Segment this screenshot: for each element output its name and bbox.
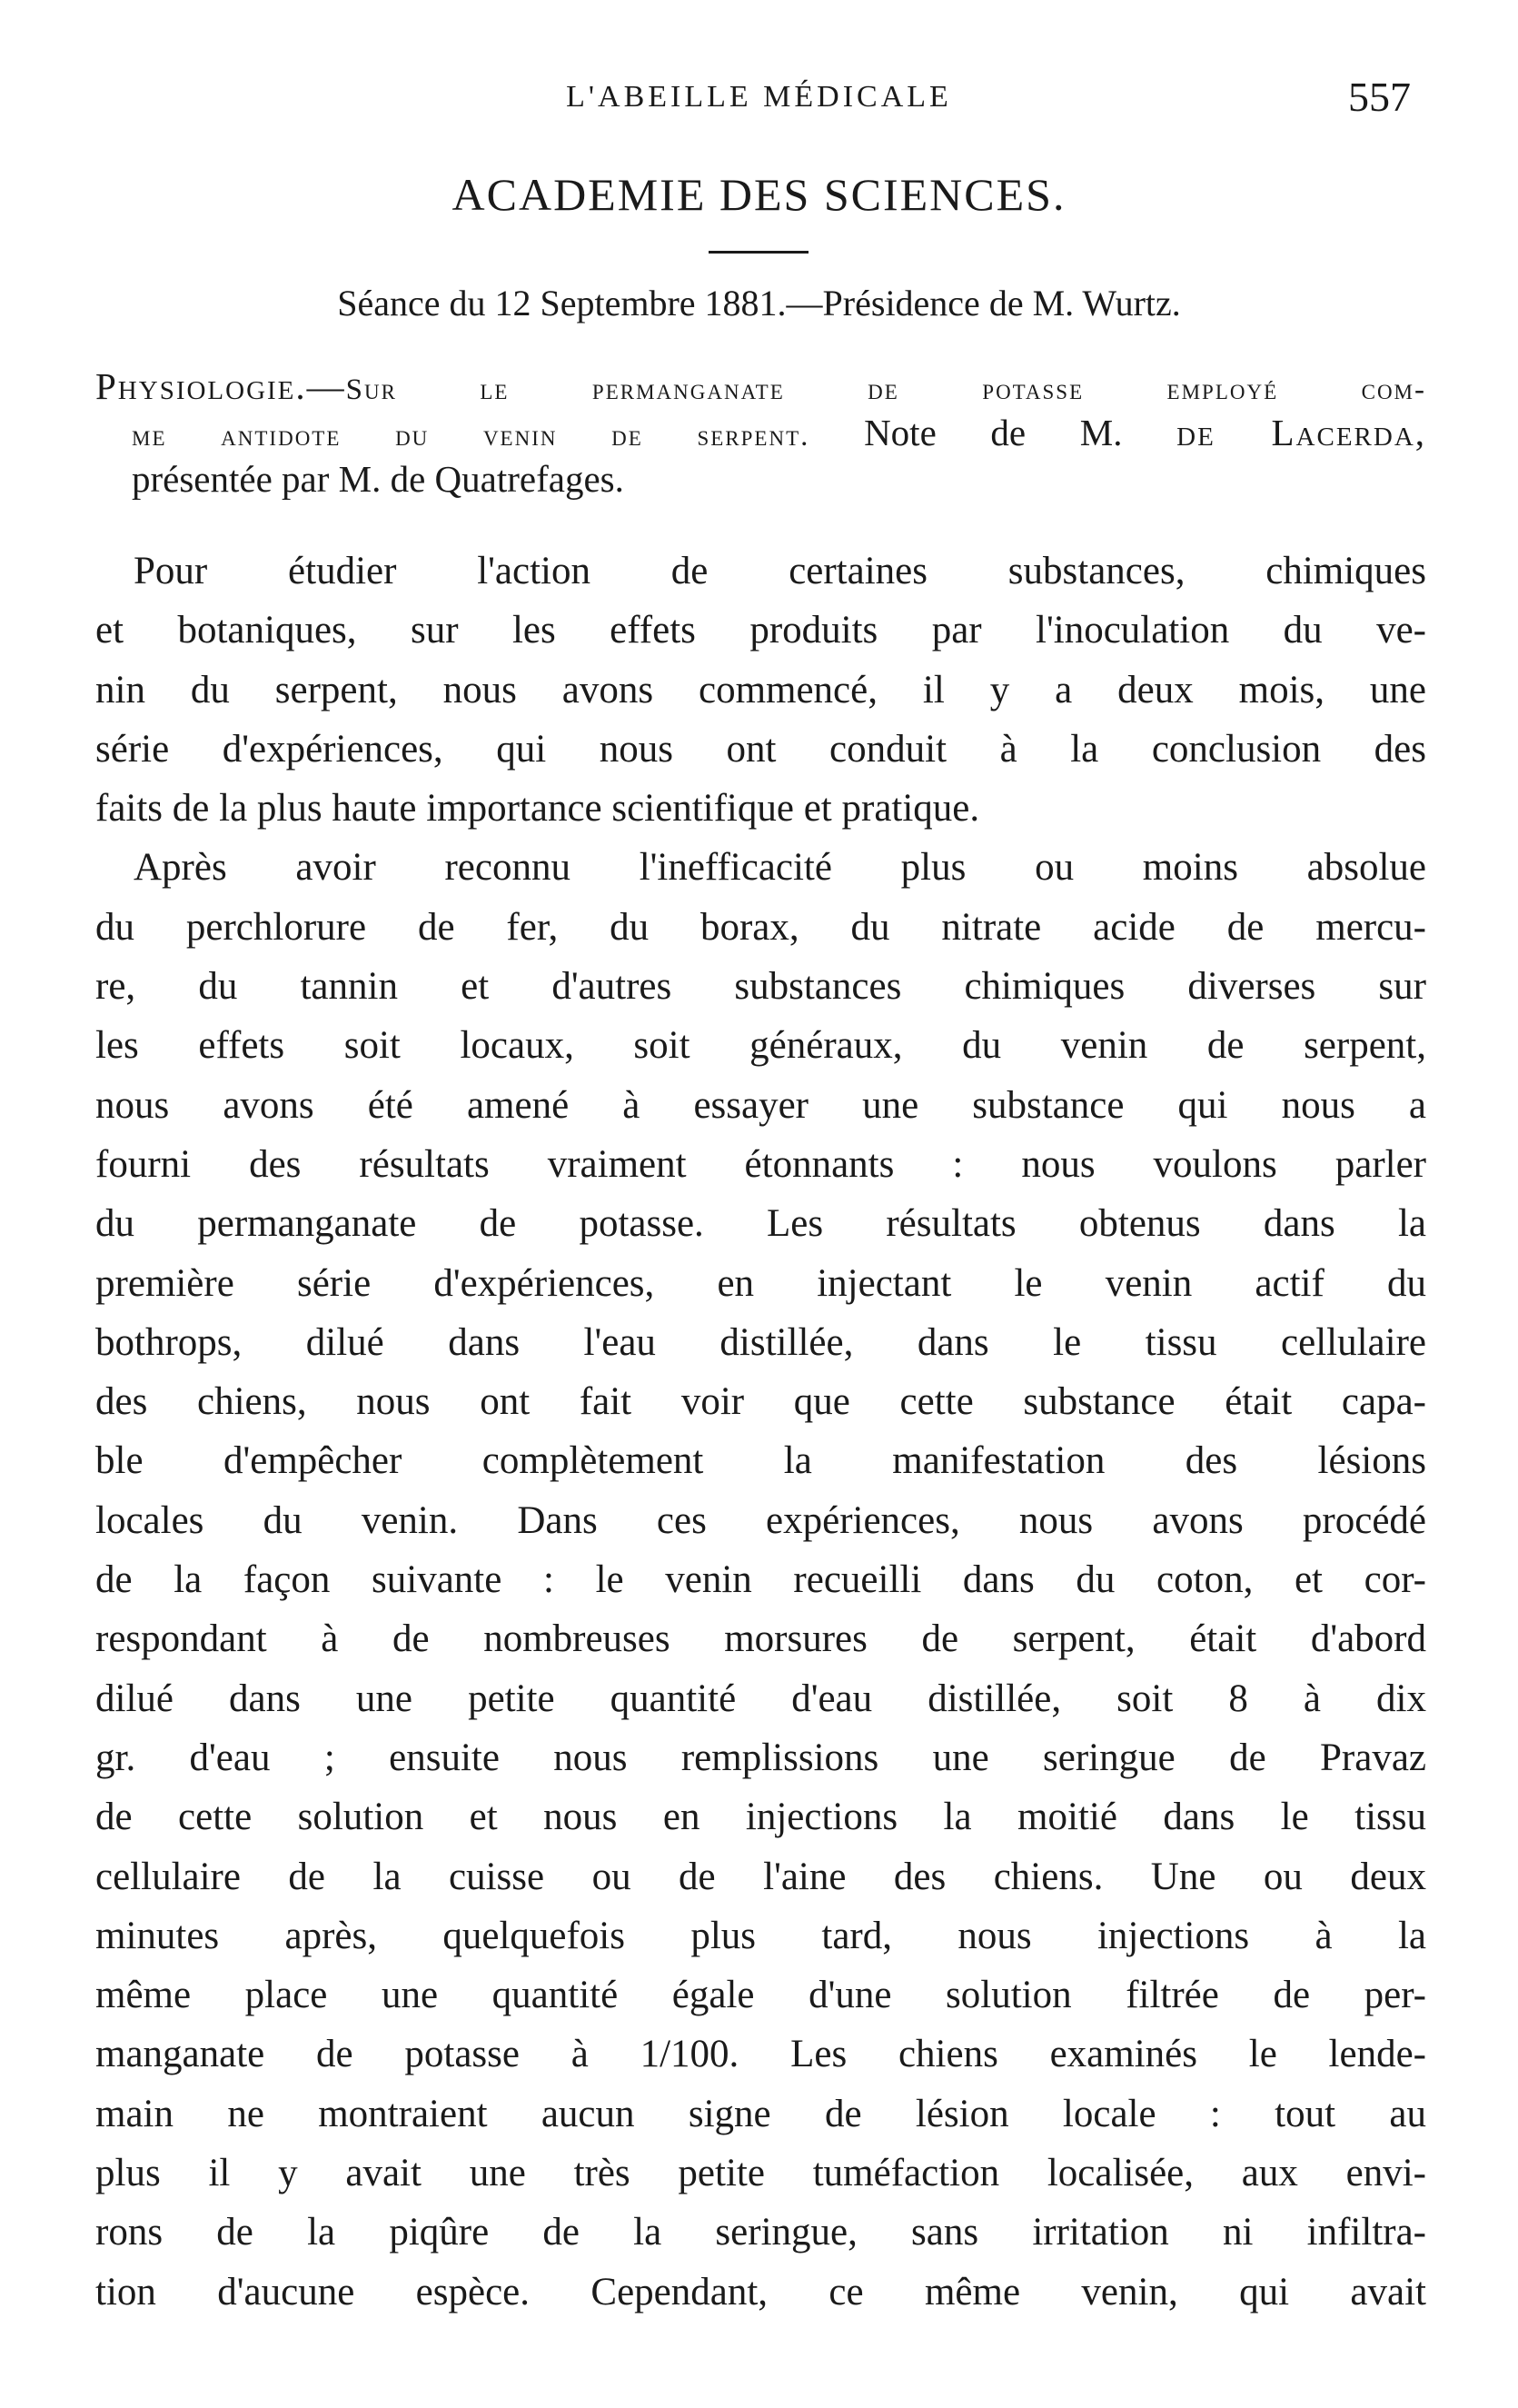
- text-line: manganate de potasse à 1/100. Les chiens examinés le lende-: [95, 2033, 1426, 2076]
- text-line: de la façon suivante : le venin recueilli dans du coton, et cor-: [95, 1558, 1426, 1602]
- text-line: bothrops, dilué dans l'eau distillée, dans le tissu cellulaire: [95, 1320, 1426, 1364]
- text-line: nous avons été amené à essayer une substance qui nous a: [95, 1083, 1426, 1127]
- article-note: Note de M.: [864, 412, 1123, 453]
- text-line: cellulaire de la cuisse ou de l'aine des chiens. Une ou deux: [95, 1855, 1426, 1898]
- text-line: des chiens, nous ont fait voir que cette substance était capa-: [95, 1380, 1426, 1424]
- text-line: fourni des résultats vraiment étonnants : nous voulons parler: [95, 1142, 1426, 1186]
- text-line: même place une quantité égale d'une solution filtrée de per-: [95, 1974, 1426, 2017]
- page-number: 557: [1348, 74, 1411, 120]
- text-line: Après avoir reconnu l'inefficacité plus ou moins absolue: [134, 846, 1426, 890]
- text-line: tion d'aucune espèce. Cependant, ce même venin, qui avait: [95, 2270, 1426, 2313]
- paragraph-2: [95, 838, 1426, 2321]
- running-title: L'ABEILLE MÉDICALE: [566, 80, 952, 114]
- article-header-line-3: présentée par M. de Quatrefages.: [132, 458, 624, 500]
- text-line: première série d'expériences, en injectant le venin actif du: [95, 1261, 1426, 1305]
- article-header-line-2: [95, 410, 1426, 456]
- text-line: faits de la plus haute importance scientifique et pratique.: [95, 787, 980, 831]
- text-line: série d'expériences, qui nous ont conduit à la conclusion des: [95, 727, 1426, 771]
- seance-line: Séance du 12 Septembre 1881.—Présidence de M. Wurtz.: [337, 283, 1181, 323]
- article-title-part-1: Sur le permanganate de potasse employé com-: [345, 373, 1426, 406]
- article-rubric: Physiologie.—: [95, 365, 346, 407]
- text-line: et botaniques, sur les effets produits par l'inoculation du ve-: [95, 609, 1426, 652]
- section-title: ACADEMIE DES SCIENCES.: [451, 169, 1067, 220]
- text-line: main ne montraient aucun signe de lésion locale : tout au: [95, 2092, 1426, 2135]
- article-header-line-1: [95, 363, 1426, 410]
- text-line: de cette solution et nous en injections la moitié dans le tissu: [95, 1796, 1426, 1839]
- text-line: respondant à de nombreuses morsures de serpent, était d'abord: [95, 1617, 1426, 1661]
- text-line: minutes après, quelquefois plus tard, nous injections à la: [95, 1914, 1426, 1957]
- text-line: Pour étudier l'action de certaines substances, chimiques: [134, 550, 1426, 592]
- text-line: plus il y avait une très petite tuméfaction localisée, aux envi-: [95, 2152, 1426, 2195]
- text-line: rons de la piqûre de la seringue, sans irritation ni infiltra-: [95, 2211, 1426, 2254]
- text-line: les effets soit locaux, soit généraux, du venin de serpent,: [95, 1024, 1426, 1068]
- text-line: ble d'empêcher complètement la manifestation des lésions: [95, 1439, 1426, 1483]
- running-head: [0, 73, 1518, 127]
- article-author: de Lacerda,: [1176, 412, 1427, 453]
- article-body: [95, 542, 1426, 2322]
- text-line: dilué dans une petite quantité d'eau distillée, soit 8 à dix: [95, 1677, 1426, 1720]
- article-title-part-2: me antidote du venin de serpent.: [132, 420, 810, 453]
- title-rule: [709, 251, 809, 254]
- article-header: [95, 363, 1426, 502]
- text-line: du perchlorure de fer, du borax, du nitrate acide de mercu-: [95, 905, 1426, 949]
- text-line: nin du serpent, nous avons commencé, il y a deux mois, une: [95, 668, 1426, 711]
- text-line: locales du venin. Dans ces expériences, nous avons procédé: [95, 1498, 1426, 1542]
- paragraph-1: [95, 542, 1426, 838]
- text-line: du permanganate de potasse. Les résultats obtenus dans la: [95, 1202, 1426, 1246]
- text-line: re, du tannin et d'autres substances chimiques diverses sur: [95, 965, 1426, 1009]
- text-line: gr. d'eau ; ensuite nous remplissions une seringue de Pravaz: [95, 1736, 1426, 1779]
